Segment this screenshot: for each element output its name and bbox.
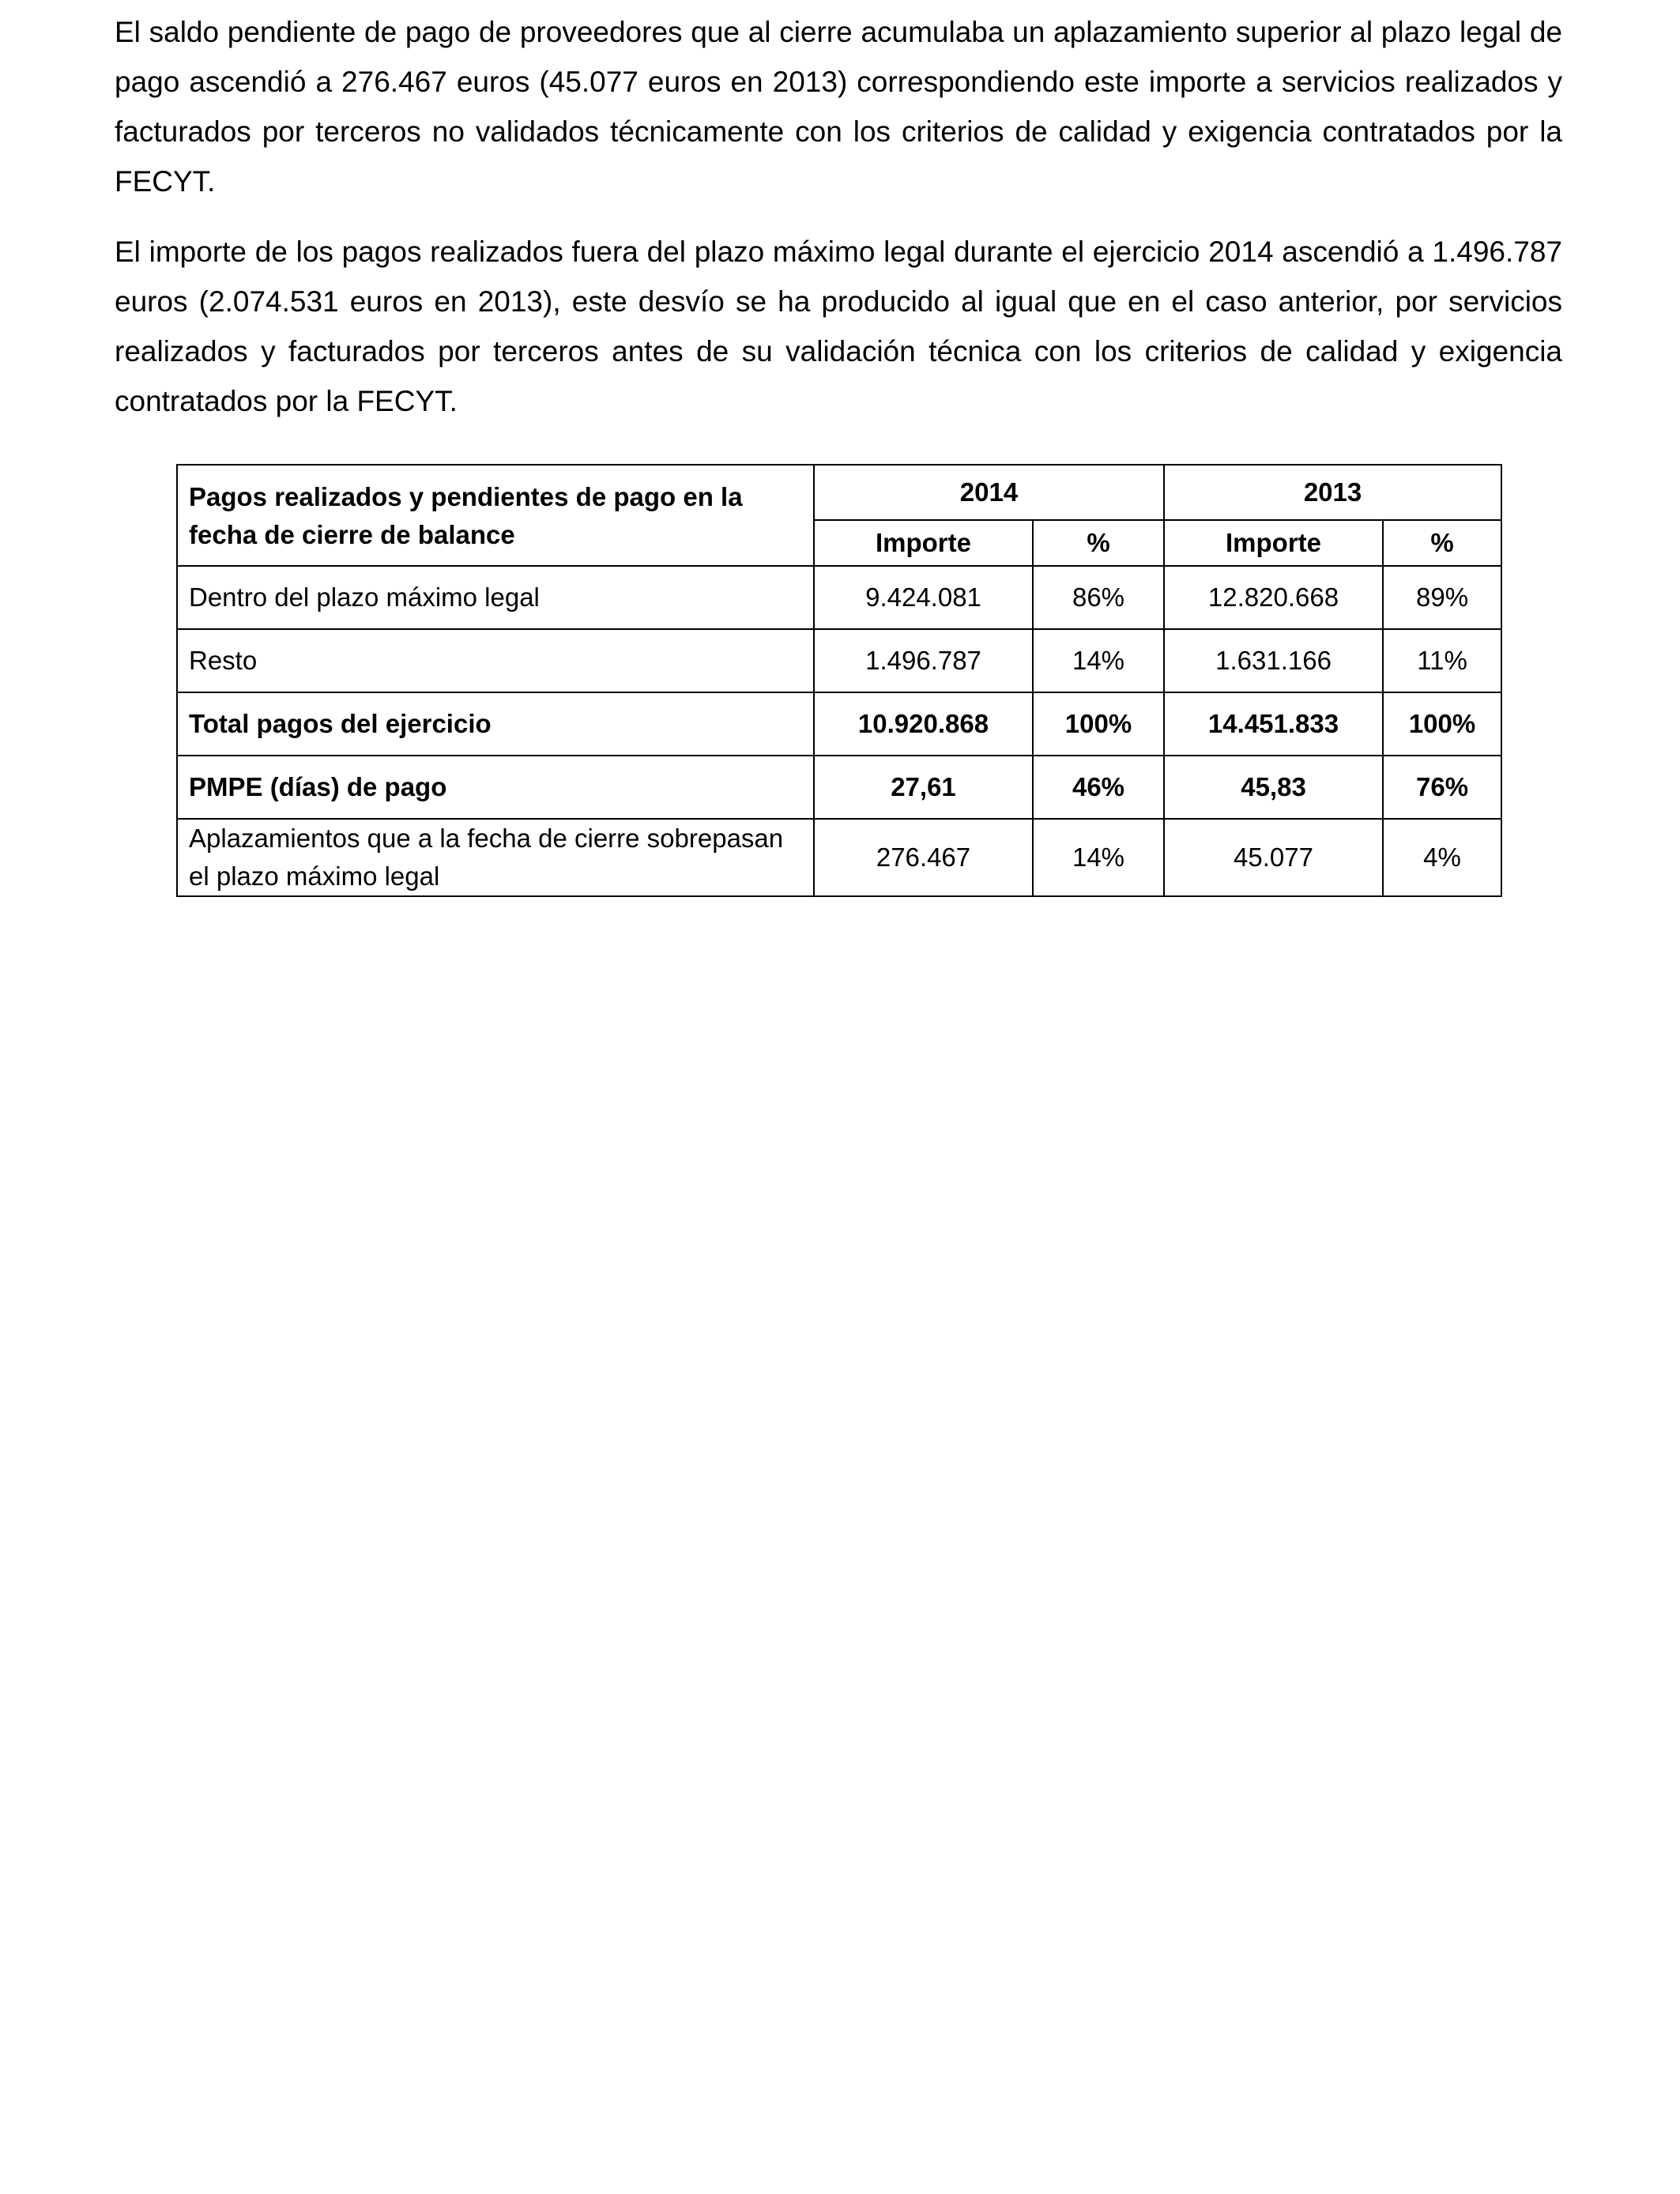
cell-importe-2014: 9.424.081 bbox=[814, 566, 1033, 629]
row-label: PMPE (días) de pago bbox=[177, 756, 814, 819]
cell-percent-2013: 100% bbox=[1383, 692, 1501, 756]
table-row bbox=[177, 566, 1501, 629]
cell-importe-2013: 1.631.166 bbox=[1164, 629, 1383, 692]
cell-importe-2013: 14.451.833 bbox=[1164, 692, 1383, 756]
subheader-percent-2013: % bbox=[1383, 520, 1501, 566]
row-label: Resto bbox=[177, 629, 814, 692]
table-row bbox=[177, 819, 1501, 896]
cell-percent-2014: 46% bbox=[1033, 756, 1164, 819]
row-label: Total pagos del ejercicio bbox=[177, 692, 814, 756]
cell-percent-2014: 14% bbox=[1033, 629, 1164, 692]
table-row-pmpe bbox=[177, 756, 1501, 819]
subheader-importe-2014: Importe bbox=[814, 520, 1033, 566]
table-row bbox=[177, 629, 1501, 692]
table-header-years-row bbox=[177, 465, 1501, 520]
subheader-percent-2014: % bbox=[1033, 520, 1164, 566]
cell-importe-2013: 45,83 bbox=[1164, 756, 1383, 819]
cell-percent-2013: 89% bbox=[1383, 566, 1501, 629]
cell-importe-2014: 276.467 bbox=[814, 819, 1033, 896]
cell-percent-2014: 86% bbox=[1033, 566, 1164, 629]
year-2014-header: 2014 bbox=[814, 465, 1164, 520]
cell-percent-2013: 4% bbox=[1383, 819, 1501, 896]
payments-table bbox=[176, 464, 1502, 897]
cell-importe-2013: 12.820.668 bbox=[1164, 566, 1383, 629]
table-header-label: Pagos realizados y pendientes de pago en la fecha de cierre de balance bbox=[177, 465, 814, 566]
paragraph-aplazamiento: El saldo pendiente de pago de proveedores que al cierre acumulaba un aplazamiento superior al plazo legal de pago ascendió a 276.467 euros (45.077 euros en 2013) correspondiendo este importe a servicios realizados y facturados por terceros no validados técnicamente con los criterios de calidad y exigencia contratados por la FECYT. bbox=[115, 16, 1562, 198]
table-row-total bbox=[177, 692, 1501, 756]
subheader-importe-2013: Importe bbox=[1164, 520, 1383, 566]
cell-percent-2013: 11% bbox=[1383, 629, 1501, 692]
paragraph-pagos-fuera-plazo: El importe de los pagos realizados fuera del plazo máximo legal durante el ejercicio 2014 ascendió a 1.496.787 euros (2.074.531 euros en 2013), este desvío se ha producido al igual que en el caso anterior, por servicios realizados y facturados por terceros antes de su validación técnica con los criterios de calidad y exigencia contratados por la FECYT. bbox=[115, 236, 1562, 417]
cell-percent-2014: 100% bbox=[1033, 692, 1164, 756]
cell-importe-2014: 27,61 bbox=[814, 756, 1033, 819]
cell-importe-2014: 1.496.787 bbox=[814, 629, 1033, 692]
row-label: Dentro del plazo máximo legal bbox=[177, 566, 814, 629]
row-label: Aplazamientos que a la fecha de cierre sobrepasan el plazo máximo legal bbox=[177, 819, 814, 896]
year-2013-header: 2013 bbox=[1164, 465, 1501, 520]
cell-percent-2014: 14% bbox=[1033, 819, 1164, 896]
cell-importe-2013: 45.077 bbox=[1164, 819, 1383, 896]
cell-percent-2013: 76% bbox=[1383, 756, 1501, 819]
cell-importe-2014: 10.920.868 bbox=[814, 692, 1033, 756]
